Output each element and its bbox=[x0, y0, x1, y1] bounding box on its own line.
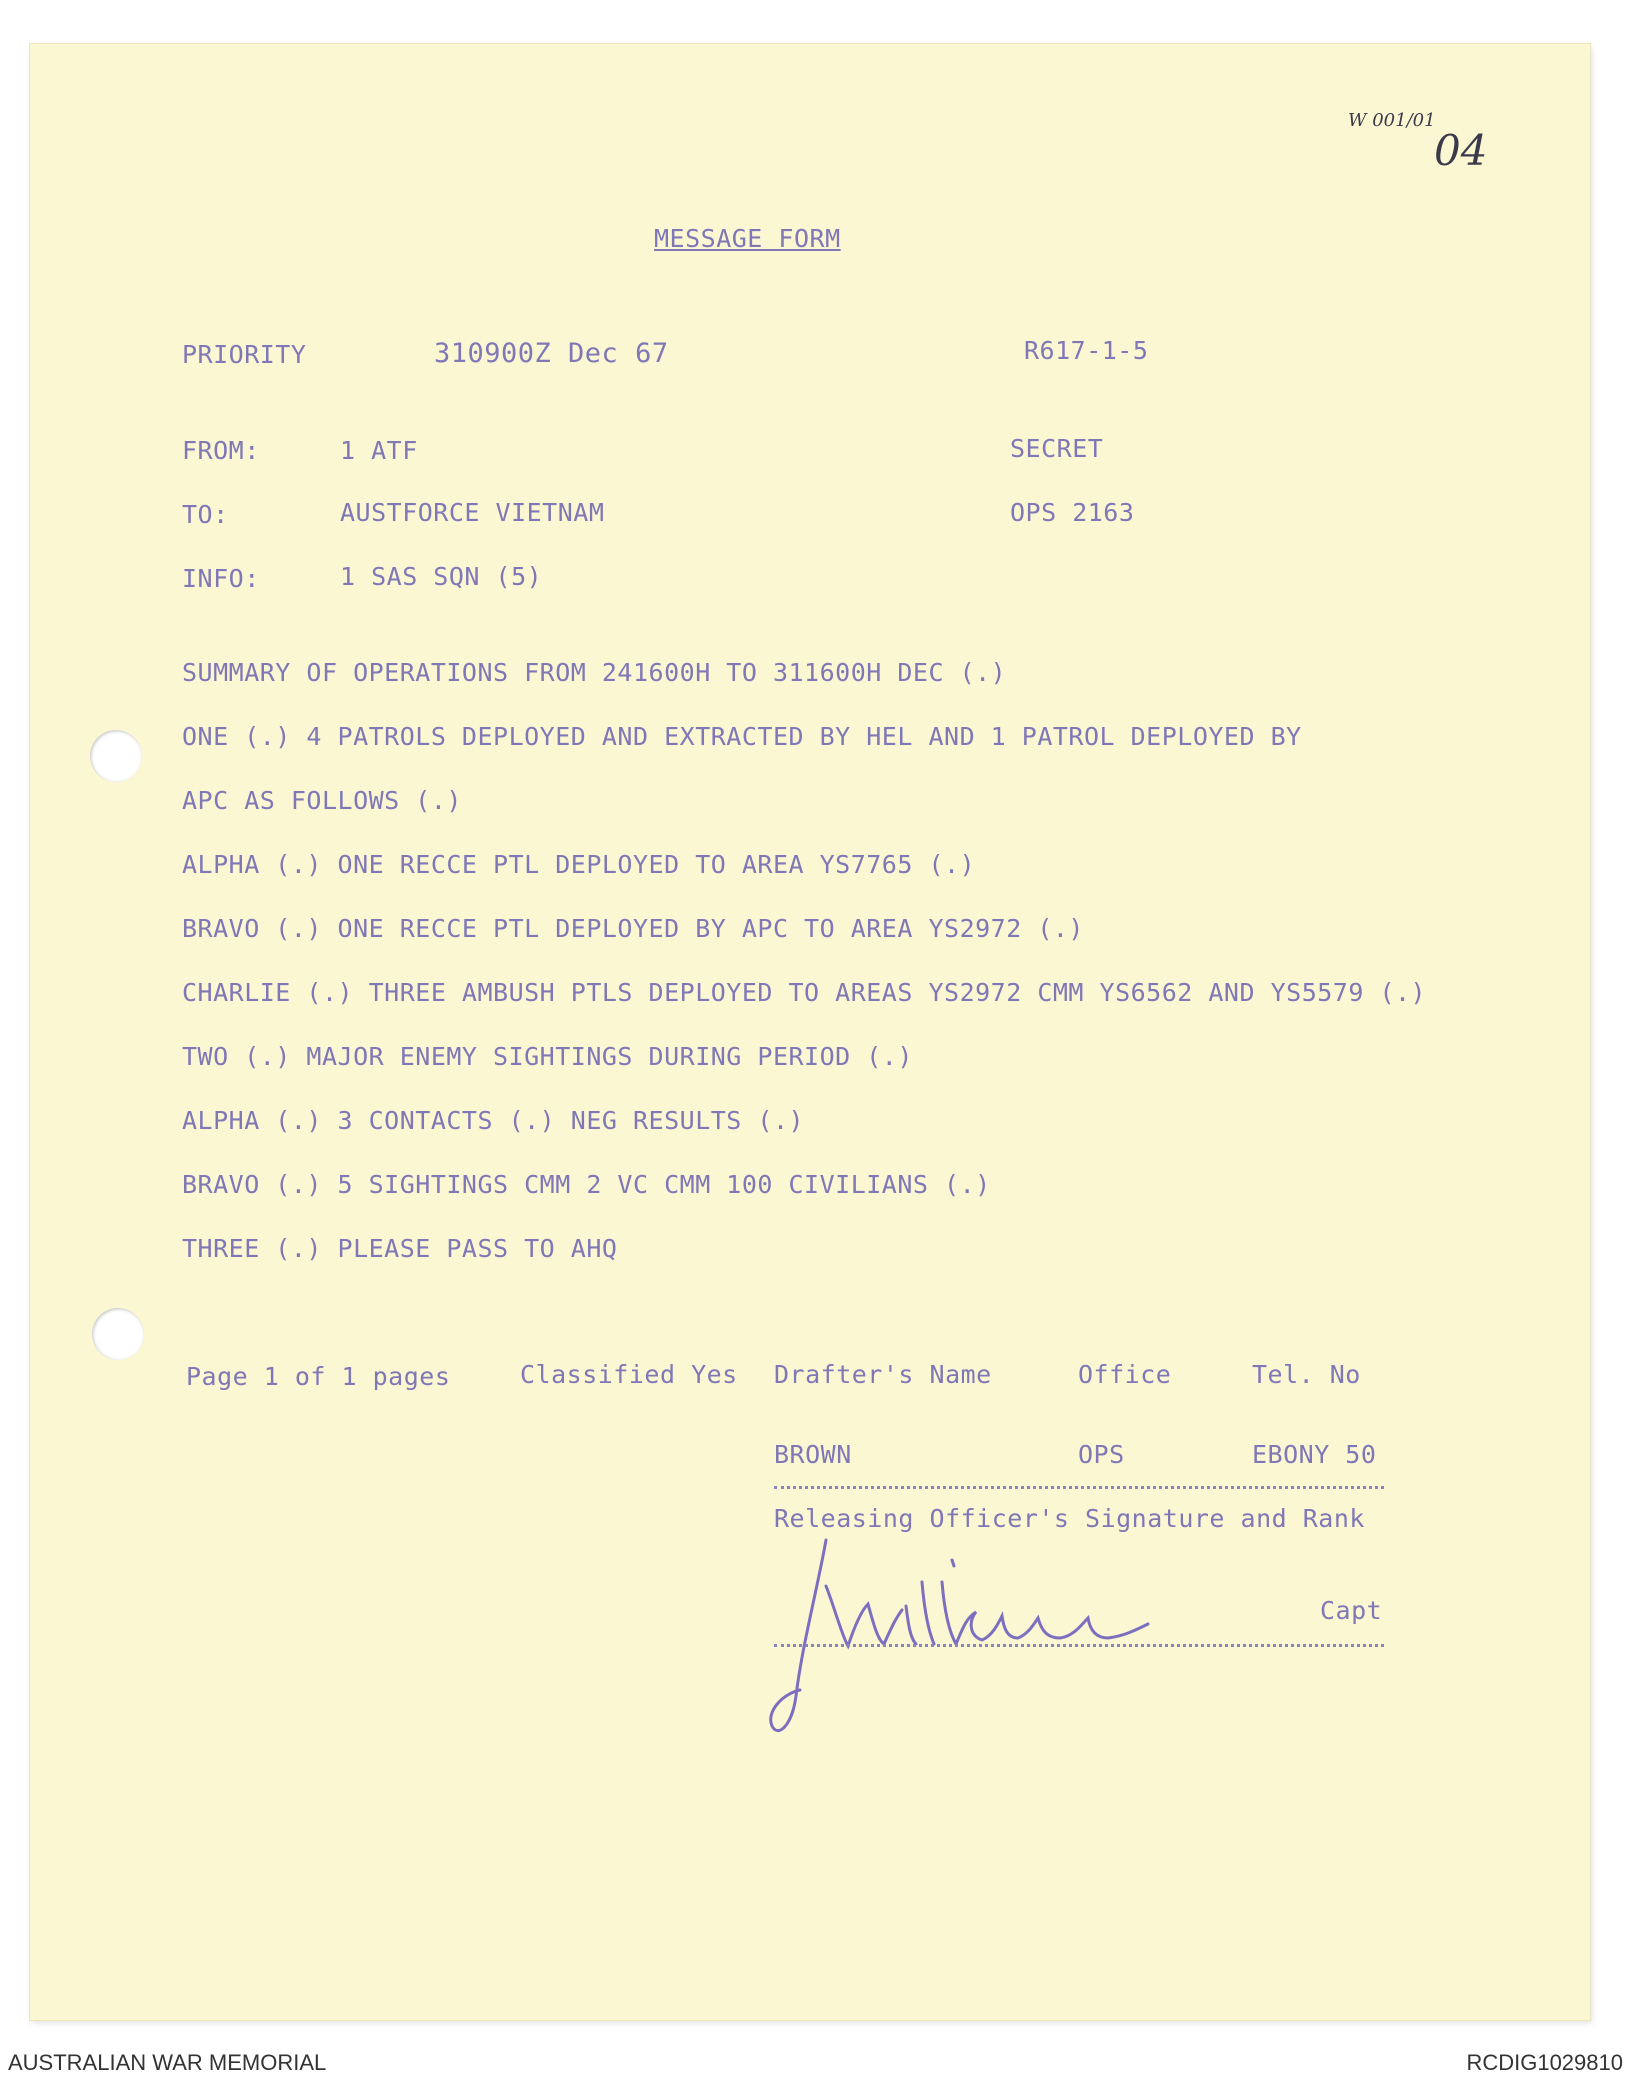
from-label: FROM: bbox=[182, 436, 260, 465]
signature-drawing bbox=[756, 1526, 1316, 1752]
precedence: PRIORITY bbox=[182, 340, 307, 369]
to-label: TO: bbox=[182, 500, 229, 529]
credit-left: AUSTRALIAN WAR MEMORIAL bbox=[8, 2050, 327, 2075]
info-label: INFO: bbox=[182, 564, 260, 593]
date-time-group: 310900Z Dec 67 bbox=[434, 338, 669, 369]
body-line: BRAVO (.) 5 SIGHTINGS CMM 2 VC CMM 100 CIVILIANS (.) bbox=[182, 1170, 991, 1199]
form-title: MESSAGE FORM bbox=[654, 224, 841, 253]
page-count: Page 1 of 1 pages bbox=[186, 1362, 451, 1391]
info-value: 1 SAS SQN (5) bbox=[340, 562, 543, 591]
body-line: SUMMARY OF OPERATIONS FROM 241600H TO 311600H DEC (.) bbox=[182, 658, 1007, 687]
body-line: THREE (.) PLEASE PASS TO AHQ bbox=[182, 1234, 618, 1263]
credit-right: RCDIG1029810 bbox=[1466, 2050, 1623, 2075]
to-value: AUSTFORCE VIETNAM bbox=[340, 498, 605, 527]
punch-hole-top bbox=[90, 730, 142, 782]
drafter-rule bbox=[774, 1486, 1384, 1489]
archive-ref: W 001/01 bbox=[1348, 110, 1436, 131]
body-line: CHARLIE (.) THREE AMBUSH PTLS DEPLOYED TO AREAS YS2972 CMM YS6562 AND YS5579 (.) bbox=[182, 978, 1427, 1007]
drafter-label: Drafter's Name bbox=[774, 1360, 992, 1389]
office-label: Office bbox=[1078, 1360, 1172, 1389]
ops-reference: OPS 2163 bbox=[1010, 498, 1135, 527]
drafter-value: BROWN bbox=[774, 1440, 852, 1469]
body-line: APC AS FOLLOWS (.) bbox=[182, 786, 462, 815]
classified-flag: Classified Yes bbox=[520, 1360, 738, 1389]
punch-hole-bottom bbox=[92, 1308, 144, 1360]
classification: SECRET bbox=[1010, 434, 1104, 463]
body-line: BRAVO (.) ONE RECCE PTL DEPLOYED BY APC TO AREA YS2972 (.) bbox=[182, 914, 1084, 943]
body-line: ALPHA (.) ONE RECCE PTL DEPLOYED TO AREA YS7765 (.) bbox=[182, 850, 976, 879]
signature-rule bbox=[774, 1644, 1384, 1647]
folio-number: 04 bbox=[1434, 126, 1488, 175]
from-value: 1 ATF bbox=[340, 436, 418, 465]
document-page bbox=[30, 44, 1590, 2020]
tel-label: Tel. No bbox=[1252, 1360, 1361, 1389]
body-line: ALPHA (.) 3 CONTACTS (.) NEG RESULTS (.) bbox=[182, 1106, 805, 1135]
officer-rank: Capt bbox=[1320, 1596, 1383, 1625]
office-value: OPS bbox=[1078, 1440, 1125, 1469]
releasing-officer-label: Releasing Officer's Signature and Rank bbox=[774, 1504, 1365, 1533]
tel-value: EBONY 50 bbox=[1252, 1440, 1377, 1469]
file-reference: R617-1-5 bbox=[1024, 336, 1149, 365]
body-line: ONE (.) 4 PATROLS DEPLOYED AND EXTRACTED BY HEL AND 1 PATROL DEPLOYED BY bbox=[182, 722, 1302, 751]
body-line: TWO (.) MAJOR ENEMY SIGHTINGS DURING PERIOD (.) bbox=[182, 1042, 913, 1071]
